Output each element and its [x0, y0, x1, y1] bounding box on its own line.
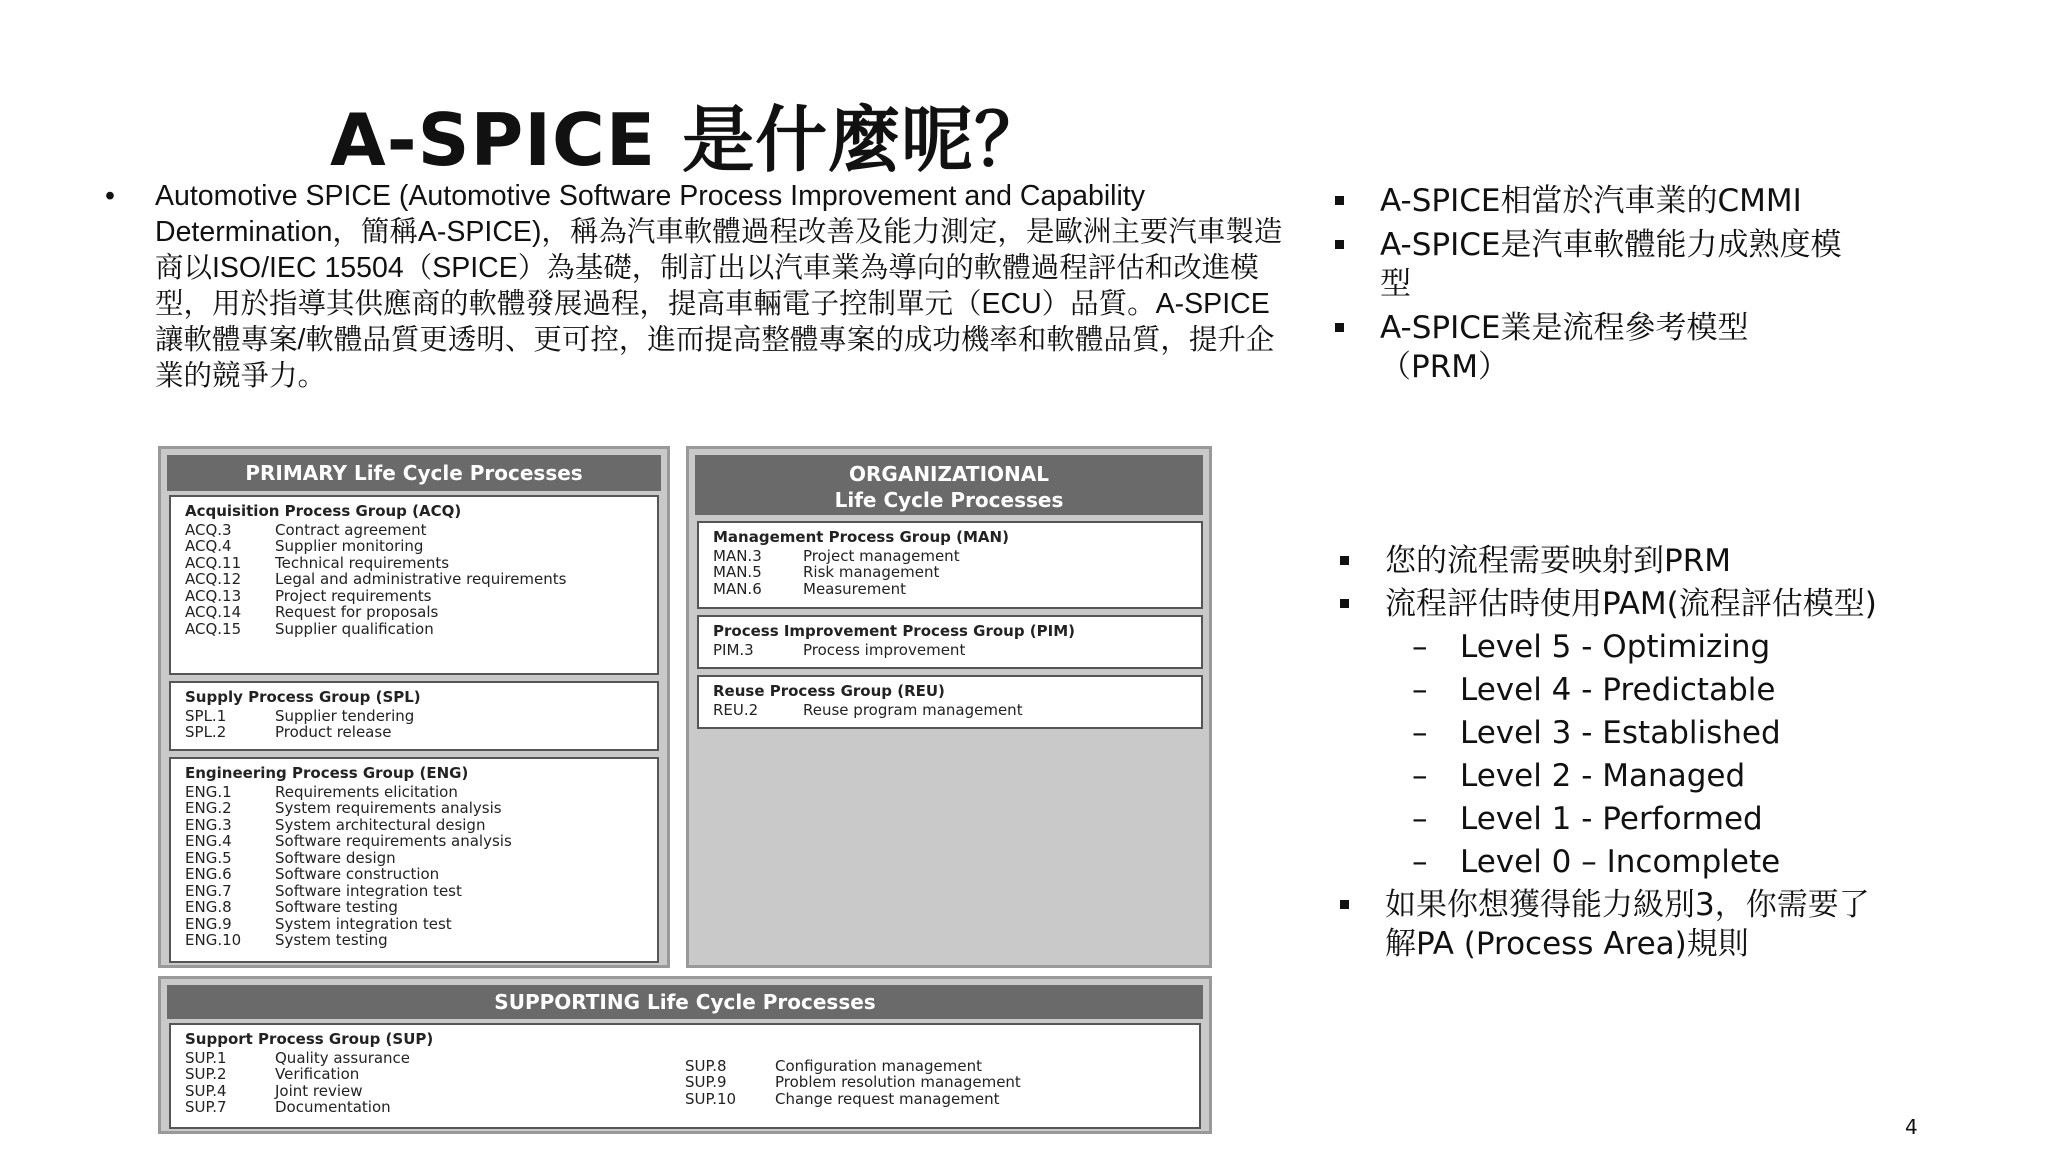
process-description: System integration test: [275, 914, 452, 933]
bullet-item: 如果你想獲得能力級別3，你需要了解PA (Process Area)規則: [1340, 886, 1900, 964]
right-bullet-list-2: [1340, 542, 1900, 968]
process-code: ENG.3: [185, 815, 232, 834]
process-description: Legal and administrative requirements: [275, 570, 567, 588]
reu-group-box: [697, 675, 1203, 729]
process-description: Reuse program management: [803, 700, 1023, 719]
process-row: [185, 800, 643, 817]
level-item: – Level 3 - Established: [1412, 715, 1781, 751]
bullet-item: A-SPICE是汽車軟體能力成熟度模型: [1335, 226, 1855, 304]
process-row: [185, 708, 643, 725]
process-row: [685, 1074, 1185, 1091]
square-bullet-icon: [1340, 900, 1349, 909]
organizational-header: ORGANIZATIONAL Life Cycle Processes: [695, 455, 1203, 515]
process-code: ENG.4: [185, 832, 232, 850]
process-code: ENG.10: [185, 931, 242, 949]
level-item: – Level 5 - Optimizing: [1412, 629, 1771, 665]
bullet-item: A-SPICE業是流程參考模型（PRM）: [1335, 309, 1855, 387]
process-code: REU.2: [713, 700, 759, 719]
process-row: [185, 817, 643, 834]
process-code: ENG.2: [185, 799, 232, 817]
slide-title: A-SPICE 是什麼呢？: [330, 98, 1048, 182]
process-description: Problem resolution management: [775, 1073, 1021, 1091]
process-code: ENG.9: [185, 914, 232, 933]
process-description: Supplier tendering: [275, 706, 415, 725]
process-row: [185, 932, 643, 949]
level-item: – Level 0 – Incomplete: [1412, 844, 1781, 880]
square-bullet-icon: [1340, 599, 1349, 608]
process-description: Quality assurance: [275, 1048, 411, 1067]
process-description: Verification: [275, 1065, 360, 1083]
process-description: Contract agreement: [275, 520, 427, 539]
process-description: Technical requirements: [275, 553, 450, 572]
process-row: [185, 899, 643, 916]
process-row: [185, 571, 643, 588]
process-code: SUP.1: [185, 1048, 227, 1067]
process-description: Documentation: [275, 1098, 391, 1116]
right-bullet-list: [1335, 182, 1855, 392]
process-description: Product release: [275, 723, 392, 741]
process-row: [185, 522, 643, 539]
spl-group-box: [169, 681, 659, 751]
process-code: SUP.9: [685, 1073, 727, 1091]
process-description: Change request management: [775, 1089, 1000, 1108]
sup-group-title: Support Process Group (SUP): [185, 1030, 434, 1048]
process-description: System testing: [275, 931, 388, 949]
process-description: Process improvement: [803, 640, 966, 659]
process-row: [685, 1091, 1185, 1108]
intro-text: Automotive SPICE (Automotive Software Process Improvement and Capability Determination，簡稱A-SPICE)，稱為汽車軟體過程改善及能力測定，是歐洲主要汽車製造商以ISO/IEC 15504（SPICE）為基礎，制訂出以汽車業為導向的軟體過程評估和改進模型，用於指導其供應商的軟體發展過程，提高車輛電子控制單元（ECU）品質。A-SPICE讓軟體專案/軟體品質更透明、更可控，進而提高整體專案的成功機率和軟體品質，提升企業的競爭力。: [155, 180, 1283, 392]
process-description: Software testing: [275, 898, 398, 916]
process-code: ENG.8: [185, 898, 232, 916]
process-row: [685, 1058, 1185, 1075]
process-row: [713, 564, 1187, 581]
process-row: [185, 621, 643, 638]
process-description: Supplier monitoring: [275, 537, 424, 555]
level-item: – Level 4 - Predictable: [1412, 672, 1776, 708]
process-row: [185, 604, 643, 621]
process-code: MAN.3: [713, 546, 762, 565]
level-item: – Level 2 - Managed: [1412, 758, 1746, 794]
process-row: [185, 588, 643, 605]
process-row: [185, 866, 643, 883]
process-row: [185, 883, 643, 900]
process-description: System requirements analysis: [275, 799, 502, 817]
process-description: Risk management: [803, 563, 940, 581]
acq-group-box: [169, 495, 659, 675]
process-row: [185, 916, 643, 933]
eng-group-title: Engineering Process Group (ENG): [185, 764, 469, 782]
spl-group-title: Supply Process Group (SPL): [185, 688, 421, 706]
process-row: [185, 724, 643, 741]
process-row: [185, 833, 643, 850]
bullet-item: 流程評估時使用PAM(流程評估模型): [1340, 585, 1900, 624]
process-code: SPL.1: [185, 706, 227, 725]
process-description: Software requirements analysis: [275, 832, 512, 850]
supporting-header: SUPPORTING Life Cycle Processes: [167, 985, 1203, 1019]
process-code: ACQ.11: [185, 553, 242, 572]
process-description: Requirements elicitation: [275, 782, 458, 801]
organizational-panel: [686, 446, 1212, 968]
process-row: [185, 1083, 685, 1100]
square-bullet-icon: [1335, 240, 1344, 249]
process-code: ENG.6: [185, 865, 232, 883]
reu-group-title: Reuse Process Group (REU): [713, 682, 945, 700]
process-code: ACQ.14: [185, 603, 242, 621]
process-description: Project management: [803, 546, 960, 565]
process-description: Project requirements: [275, 586, 432, 605]
process-description: Software construction: [275, 865, 440, 883]
process-code: SUP.4: [185, 1081, 227, 1100]
page-number: 4: [1905, 1115, 1918, 1139]
primary-panel: [158, 446, 670, 968]
process-code: ACQ.15: [185, 619, 242, 638]
process-description: Joint review: [275, 1081, 363, 1100]
process-code: SUP.8: [685, 1056, 727, 1075]
process-row: [185, 784, 643, 801]
process-code: SUP.2: [185, 1065, 227, 1083]
process-code: MAN.5: [713, 563, 762, 581]
primary-header: PRIMARY Life Cycle Processes: [167, 455, 661, 491]
process-description: Measurement: [803, 579, 906, 598]
process-row: [713, 642, 1187, 659]
process-row: [185, 850, 643, 867]
process-code: SUP.10: [685, 1089, 737, 1108]
process-row: [713, 702, 1187, 719]
process-description: Configuration management: [775, 1056, 982, 1075]
process-code: ACQ.4: [185, 537, 232, 555]
process-code: SPL.2: [185, 723, 227, 741]
process-row: [185, 538, 643, 555]
sup-group-box: [169, 1023, 1201, 1129]
process-row: [185, 1099, 685, 1116]
man-group-title: Management Process Group (MAN): [713, 528, 1009, 546]
aspice-process-diagram: [158, 446, 1216, 1136]
process-code: ENG.7: [185, 881, 232, 900]
process-row: [185, 555, 643, 572]
level-item: – Level 1 - Performed: [1412, 801, 1763, 837]
process-code: ENG.5: [185, 848, 232, 867]
square-bullet-icon: [1335, 323, 1344, 332]
process-code: SUP.7: [185, 1098, 227, 1116]
process-code: ENG.1: [185, 782, 232, 801]
intro-paragraph: [105, 178, 1285, 394]
square-bullet-icon: [1340, 556, 1349, 565]
process-row: [713, 581, 1187, 598]
process-description: Software integration test: [275, 881, 462, 900]
bullet-item: 您的流程需要映射到PRM: [1340, 542, 1900, 581]
process-code: ACQ.3: [185, 520, 232, 539]
process-code: MAN.6: [713, 579, 762, 598]
acq-group-title: Acquisition Process Group (ACQ): [185, 502, 462, 520]
square-bullet-icon: [1335, 196, 1344, 205]
process-row: [185, 1066, 685, 1083]
process-row: [185, 1050, 685, 1067]
eng-group-box: [169, 757, 659, 963]
pim-group-box: [697, 615, 1203, 669]
process-row: [713, 548, 1187, 565]
process-description: Supplier qualification: [275, 619, 434, 638]
process-code: PIM.3: [713, 640, 754, 659]
process-description: System architectural design: [275, 815, 486, 834]
process-description: Request for proposals: [275, 603, 439, 621]
pim-group-title: Process Improvement Process Group (PIM): [713, 622, 1076, 640]
bullet-dot: •: [105, 180, 115, 212]
man-group-box: [697, 521, 1203, 609]
process-description: Software design: [275, 848, 396, 867]
bullet-item: A-SPICE相當於汽車業的CMMI: [1335, 182, 1855, 221]
process-code: ACQ.13: [185, 586, 242, 605]
process-code: ACQ.12: [185, 570, 242, 588]
supporting-panel: [158, 976, 1212, 1134]
